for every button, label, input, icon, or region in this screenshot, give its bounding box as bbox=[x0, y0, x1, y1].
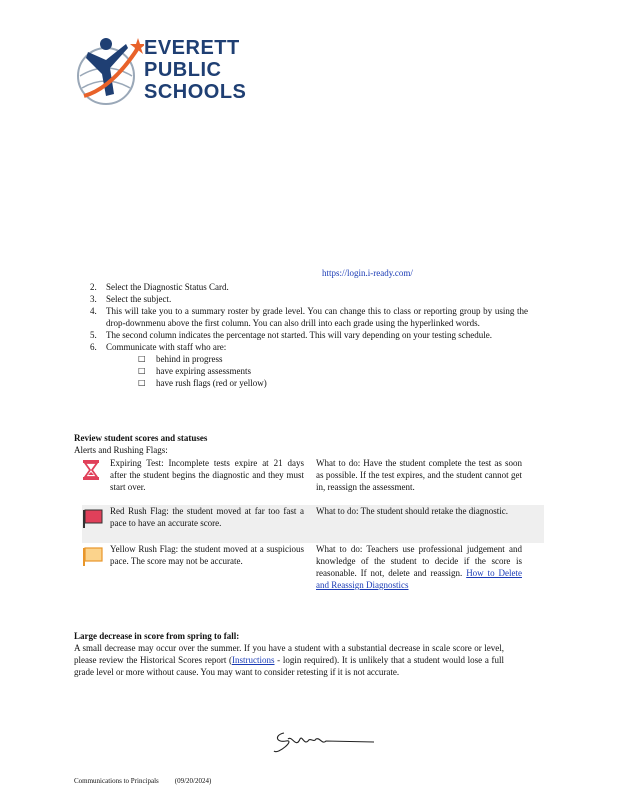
list-item: □ have expiring assessments bbox=[138, 366, 251, 376]
logo-line-1: EVERETT bbox=[144, 37, 240, 59]
step-number: 6. bbox=[90, 342, 97, 352]
list-item: □ behind in progress bbox=[138, 354, 223, 364]
step-text: The second column indicates the percentage not started. This will vary depending on your testing schedule. bbox=[106, 330, 492, 340]
signature-image bbox=[270, 725, 380, 759]
logo-line-2: PUBLIC bbox=[144, 59, 222, 81]
step-item bbox=[90, 281, 528, 293]
step-item bbox=[90, 305, 528, 329]
iready-login-url[interactable]: https://login.i-ready.com/ bbox=[322, 268, 413, 278]
hourglass-icon bbox=[82, 457, 110, 505]
bullet-icon: □ bbox=[138, 354, 146, 363]
step-text: Communicate with staff who are: bbox=[106, 342, 227, 352]
instructions-link[interactable]: Instructions bbox=[232, 655, 275, 665]
staff-criteria-list bbox=[106, 353, 528, 389]
flag-action: What to do: Have the student complete the test as soon as possible. If the test expires, and the student cannot get in, reassign the assessment. bbox=[316, 458, 522, 492]
flag-description: Red Rush Flag: the student moved at far too fast a pace to have an accurate score. bbox=[110, 506, 304, 528]
step-number: 4. bbox=[90, 306, 97, 316]
table-row bbox=[82, 543, 544, 605]
list-item: □ have rush flags (red or yellow) bbox=[138, 378, 267, 388]
logo-emblem-icon bbox=[72, 30, 144, 110]
review-heading: Review student scores and statuses bbox=[74, 433, 208, 443]
review-subheading: Alerts and Rushing Flags: bbox=[74, 445, 168, 455]
step-number: 2. bbox=[90, 282, 97, 292]
yellow-flag-icon bbox=[82, 543, 110, 605]
step-number: 5. bbox=[90, 330, 97, 340]
step-item bbox=[90, 293, 528, 305]
red-flag-icon bbox=[82, 505, 110, 543]
step-item bbox=[90, 329, 528, 341]
step-number: 3. bbox=[90, 294, 97, 304]
flag-description: Expiring Test: Incomplete tests expire at 21 days after the student begins the diagnostic and they must start over. bbox=[110, 458, 304, 492]
table-row bbox=[82, 457, 544, 505]
flags-table bbox=[82, 457, 544, 605]
bullet-icon: □ bbox=[138, 378, 146, 387]
step-text: This will take you to a summary roster by grade level. You can change this to class or reporting group by using the drop-downmenu above the first column. You can also drill into each grade using the hyperlinked words. bbox=[106, 306, 528, 328]
step-item bbox=[90, 341, 528, 389]
flag-action-text: What to do: Teachers use professional judgement and knowledge of the student to decide if the score is reasonable. If not, delete and reassign. bbox=[316, 544, 522, 578]
logo-line-3: SCHOOLS bbox=[144, 81, 247, 103]
delete-reassign-link[interactable]: How to Delete and Reassign Diagnostics bbox=[316, 568, 522, 590]
flag-description: Yellow Rush Flag: the student moved at a suspicious pace. The score may not be accurate. bbox=[110, 544, 304, 566]
flag-action: What to do: The student should retake the diagnostic. bbox=[316, 506, 509, 516]
bullet-icon: □ bbox=[138, 366, 146, 375]
footer-label: Communications to Principals bbox=[74, 777, 159, 785]
logo-wordmark bbox=[144, 38, 246, 104]
steps-list bbox=[86, 281, 528, 389]
flag-action bbox=[316, 543, 522, 605]
step-text: Select the subject. bbox=[106, 294, 172, 304]
decrease-paragraph: A small decrease may occur over the summer. If you have a student with a substantial decrease in scale score or level, please review the Historical Scores report (Instructions - login required). It is unlikely that a student would lose a full grade level or more without cause. You may want to consider retesting if it is not accurate. bbox=[74, 643, 504, 677]
page-footer bbox=[74, 775, 227, 787]
decrease-heading: Large decrease in score from spring to fall: bbox=[74, 631, 240, 641]
footer-date: (09/20/2024) bbox=[174, 777, 212, 785]
step-text: Select the Diagnostic Status Card. bbox=[106, 282, 229, 292]
table-row bbox=[82, 505, 544, 543]
